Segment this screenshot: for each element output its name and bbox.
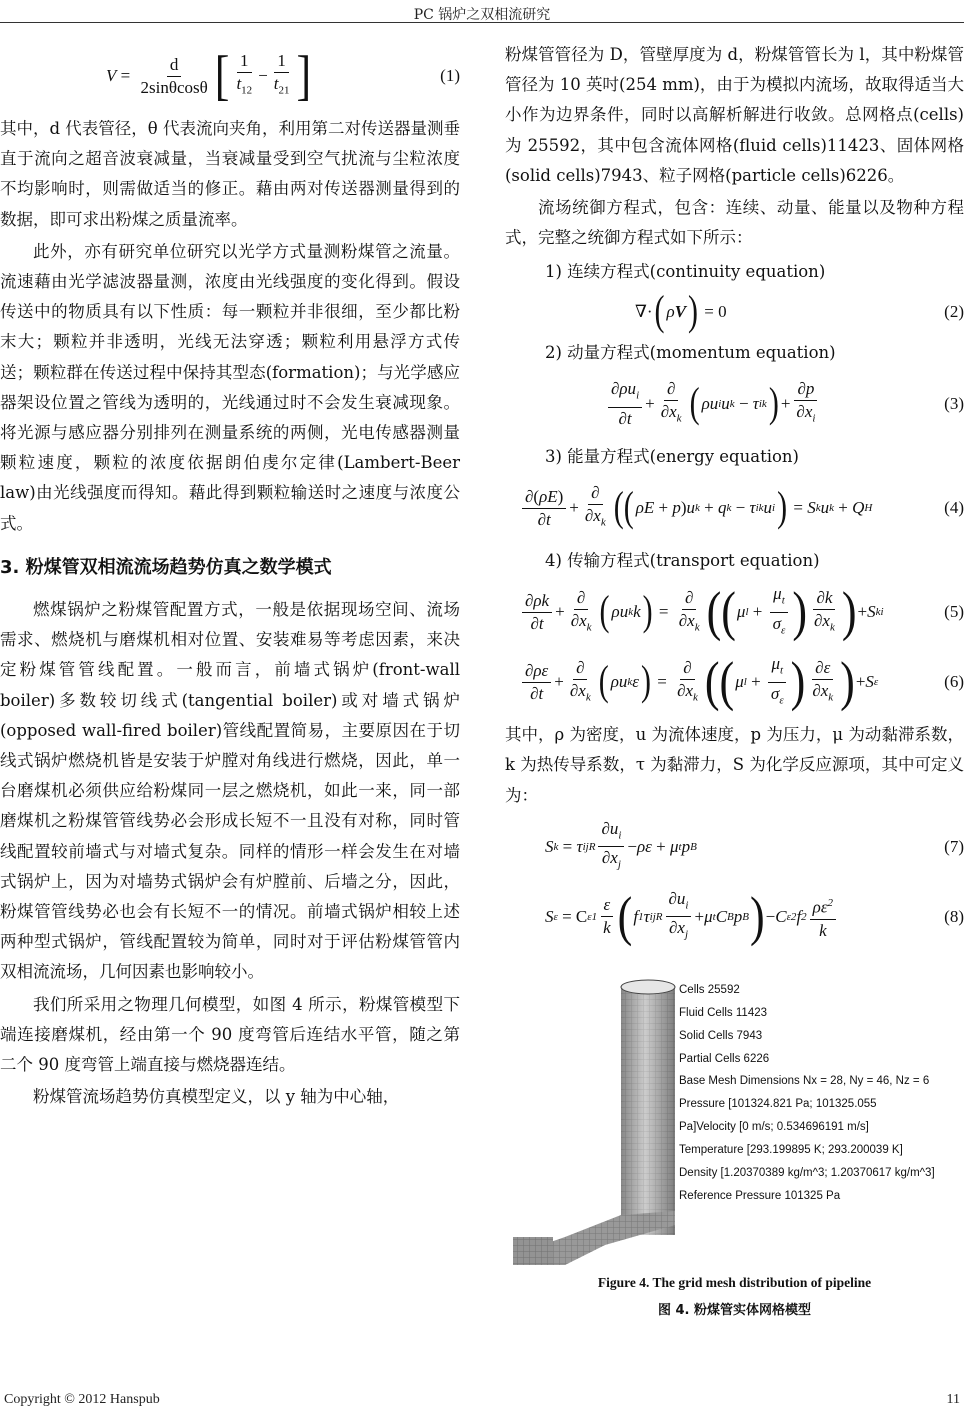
eq8-number: (8) <box>944 906 964 926</box>
right-column <box>505 40 964 1321</box>
equation-7: S k = τ ij R $\frac{\partial u_i}{\partial x_j}$ − ρε + μ t p B (7) <box>545 818 964 871</box>
eq4-number: (4) <box>944 497 964 517</box>
legend-line: Density [1.20370389 kg/m^3; 1.20370617 kg/m^3] <box>679 1167 935 1180</box>
label-continuity: 1) 连续方程式(continuity equation) <box>545 262 826 282</box>
right-paragraph-2: 流场统御方程式，包含：连续、动量、能量以及物种方程式，完整之统御方程式如下所示： <box>505 198 964 248</box>
eq1-lhs: V <box>106 65 117 85</box>
figure-caption-en: Figure 4. The grid mesh distribution of pipeline <box>597 1274 872 1290</box>
running-header: PC 锅炉之双相流研究 <box>413 7 551 23</box>
left-paragraph-4: 我们所采用之物理几何模型，如图 4 所示，粉煤管模型下端连接磨煤机，经由第一个 90 度弯管后连结水平管，随之第二个 90 度弯管上端直接与燃烧器连结。 <box>0 994 460 1075</box>
figure-legend <box>679 979 935 1208</box>
legend-line: Partial Cells 6226 <box>679 1052 770 1065</box>
left-paragraph-2: 此外，亦有研究单位研究以光学方式量测粉煤管之流量。流速藉由光学滤波器量测，浓度由光线强度的变化得到。假设传送中的物质具有以下性质：每一颗粒并非很细，至少都比粉末大；颗粒并非透明，光线无法穿透；颗粒利用悬浮方式传送；颗粒群在传送过程中保持其型态(formation)；与光学感应器架设位置之管线为透明的，光线通过时不会发生衰减现象。将光源与感应器分别排列在测量系统的两侧，光电传感器测量颗粒速度，颗粒的浓度依据朗伯虔尔定律(Lambert-Beer law)由光线强度而得知。藉此得到颗粒输送时之速度与浓度公式。 <box>0 241 460 533</box>
figure-4 <box>505 975 964 1265</box>
left-paragraph-5: 粉煤管流场趋势仿真模型定义，以 y 轴为中心轴， <box>33 1087 400 1107</box>
eq1-numerator: d <box>167 55 182 77</box>
eq1-t2-sub: 21 <box>278 84 290 97</box>
eq7-number: (7) <box>944 836 964 856</box>
eq6-number: (6) <box>944 672 964 692</box>
legend-line: Reference Pressure 101325 Pa <box>679 1190 841 1202</box>
left-column <box>0 40 460 1113</box>
eq5-number: (5) <box>944 602 964 622</box>
legend-line: Pa]Velocity [0 m/s; 0.534696191 m/s] <box>679 1121 869 1134</box>
equation-2: ∇· ( ρ V ) = 0 (2) <box>635 287 964 334</box>
eq1-t1: t <box>236 74 242 94</box>
section-heading: 3. 粉煤管双相流流场趋势仿真之数学模式 <box>0 556 332 578</box>
left-paragraph-1: 其中，d 代表管径，θ 代表流向夹角，利用第二对传送器量测垂直于流向之超音波衰减量，当衰减量受到空气扰流与尘粒浓度不均影响时，则需做适当的修正。藉由两对传送器测量得到的数据，即可求出粉煤之质量流率。 <box>0 119 460 229</box>
legend-line: Solid Cells 7943 <box>679 1029 763 1042</box>
label-energy: 3) 能量方程式(energy equation) <box>545 446 799 466</box>
equation-6: $\frac{\partial\rho\varepsilon}{\partial t}$ + $\frac{\partial}{\partial x_k}$ ( ρu k ε ) = $\frac{\partial}{\partial x_k}$ (( μ l + $\frac{\mu_t}{\sigma_\varepsilon}$ ) $\frac{\partial\varepsilon}{\partial x_k}$ ) + S ε (6) <box>505 650 964 714</box>
eq1-denominator: 2sinθcosθ <box>140 77 208 97</box>
equation-5: $\frac{\partial\rho k}{\partial t}$ + $\frac{\partial}{\partial x_k}$ ( ρu k k ) = $\frac{\partial}{\partial x_k}$ (( μ l + $\frac{\mu_t}{\sigma_\varepsilon}$ ) $\frac{\partial k}{\partial x_k}$ ) + S ki (5) <box>505 580 964 644</box>
equation-1: V = $\frac{d}{2\sin\theta\cos\theta}$ [ $\frac{1}{t_{12}}$ − $\frac{1}{t_{21}}$ ] (1) <box>106 44 460 106</box>
legend-line: Cells 25592 <box>679 983 740 996</box>
legend-line: Temperature [293.199895 K; 293.200039 K] <box>679 1144 903 1157</box>
equation-3: $\frac{\partial\rho u_i}{\partial t}$ + $\frac{\partial}{\partial x_k}$ ( ρu i u k − τ ik ) + $\frac{\partial p}{\partial x_i}$ (3) <box>505 372 964 436</box>
eq1-number: (1) <box>440 65 460 85</box>
eq2-number: (2) <box>944 301 964 321</box>
page-number: 11 <box>946 1392 960 1407</box>
equation-8: S ε = C ε1 $\frac{\varepsilon}{k}$ ( f 1 τ ij R $\frac{\partial u_i}{\partial x_j}$ + μ t C B p B ) − C ε2 f 2 $\frac{\rho\varepsilon^2}{k}$ (8) <box>545 885 964 947</box>
legend-line: Base Mesh Dimensions Nx = 28, Ny = 46, Nz = 6 <box>679 1075 930 1088</box>
figure-caption-zh: 图 4. 粉煤管实体网格模型 <box>657 1302 812 1318</box>
eq3-number: (3) <box>944 393 964 413</box>
header-rule <box>0 22 964 23</box>
legend-line: Fluid Cells 11423 <box>679 1006 768 1019</box>
copyright-text: Copyright © 2012 Hanspub <box>4 1392 160 1407</box>
eq1-t1-sub: 12 <box>241 84 253 97</box>
legend-line: Pressure [101324.821 Pa; 101325.055 <box>679 1098 877 1111</box>
right-paragraph-1: 粉煤管管径为 D，管壁厚度为 d，粉煤管管长为 l，其中粉煤管管径为 10 英吋(254 mm)，由于为模拟内流场，故取得适当大小作为边界条件，同时以高解析解进行收敛。总网格点(cells)为 25592，其中包含流体网格(fluid cells)11423、固体网格(solid cells)7943、粒子网格(particle cells)6226。 <box>505 45 964 185</box>
eq1-t2: t <box>273 74 279 94</box>
label-momentum: 2) 动量方程式(momentum equation) <box>545 342 836 362</box>
left-paragraph-3: 燃煤锅炉之粉煤管配置方式，一般是依据现场空间、流场需求、燃烧机与磨煤机相对位置、安装难易等考虑因素，来决定粉煤管管线配置。一般而言，前墙式锅炉(front-wall boiler)多数较切线式(tangential boiler)或对墙式锅炉(opposed wall-fired boiler)管线配置简易，主要原因在于切线式锅炉燃烧机皆是安装于炉膛对角线进行燃烧，因此，单一台磨煤机必须供应给粉煤同一层之燃烧机，如此一来，同一部磨煤机之粉煤管管线势必会形成长短不一且没有对称，同时管线配置较前墙式与对墙式复杂。同样的情形一样会发生在对墙式锅炉上，因为对墙势式锅炉会有炉膛前、后墙之分，因此，粉煤管管线势必也会有长短不一的情况。前墙式锅炉相较上述两种型式锅炉，管线配置较为简单，同时对于评估粉煤管管内双相流流场，几何因素也影响较小。 <box>0 600 460 982</box>
right-paragraph-3: 其中，ρ 为密度，u 为流体速度，p 为压力，μ 为动黏滞系数，k 为热传导系数，τ 为黏滞力，S 为化学反应源项，其中可定义为： <box>505 725 964 805</box>
label-transport: 4) 传输方程式(transport equation) <box>545 551 820 571</box>
equation-4: $\frac{\partial(\rho E)}{\partial t}$ + $\frac{\partial}{\partial x_k}$ (( ρE + p ) u k + q k − τ ik u i ) = S k u k + Q H (4) <box>505 476 964 540</box>
